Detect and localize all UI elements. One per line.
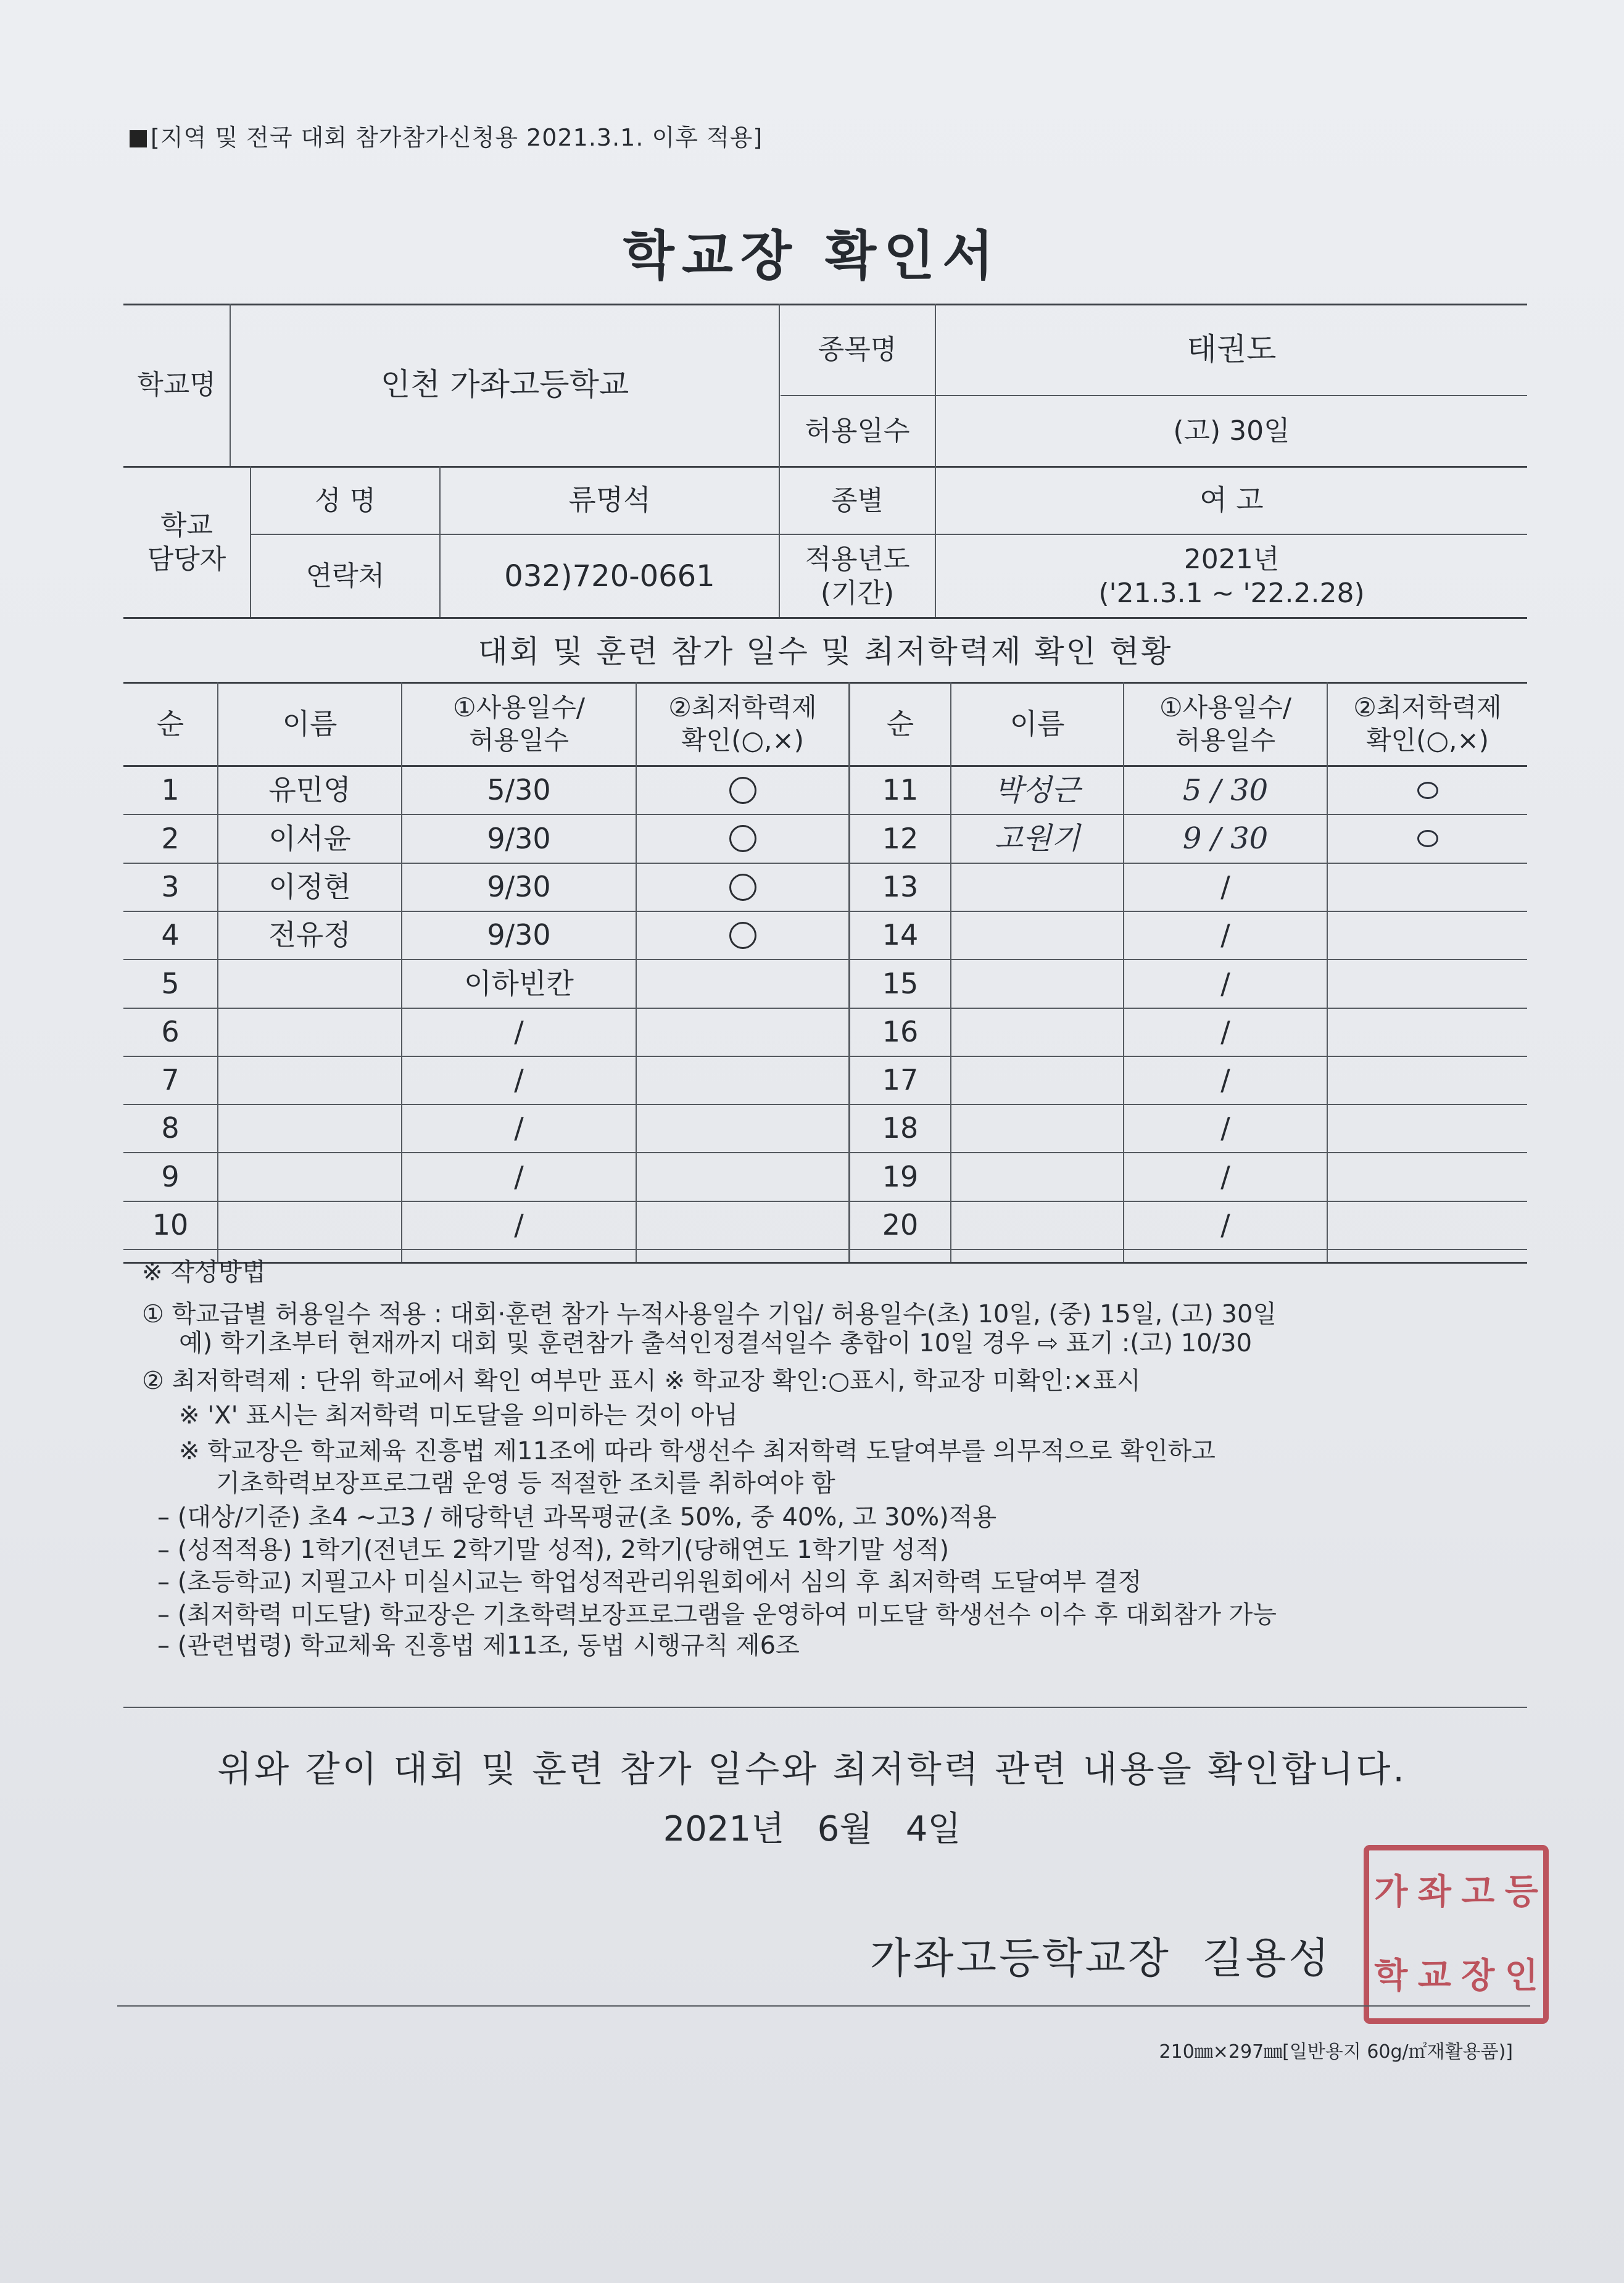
table-row-number: 6 xyxy=(161,1014,180,1048)
instruction-line: – (최저학력 미도달) 학교장은 기초학력보장프로그램을 운영하여 미도달 학생선수 이수 후 대회참가 가능 xyxy=(157,1601,1277,1629)
table-row-check xyxy=(637,959,848,1008)
gender-label: 종별 xyxy=(831,484,884,516)
manager-label: 학교 담당자 xyxy=(147,509,226,575)
circle-mark-icon xyxy=(1417,830,1438,847)
header-days-right: ①사용일수/ 허용일수 xyxy=(1159,692,1292,755)
seal-character: 장 xyxy=(1461,1956,1495,1996)
table-row-name xyxy=(951,1201,1123,1249)
table-row-name: 박성근 xyxy=(994,773,1080,808)
instruction-line: 예) 학기초부터 현재까지 대회 및 훈련참가 출석인정결석일수 총합이 10일 경우 ⇨ 표기 :(고) 10/30 xyxy=(179,1329,1253,1357)
table-row-number: 12 xyxy=(882,821,919,855)
header-no-right: 순 xyxy=(886,706,914,740)
seal-character: 고 xyxy=(1461,1872,1495,1912)
period-label: 적용년도 (기간) xyxy=(805,543,910,609)
table-row-check xyxy=(1328,814,1527,863)
table-row-number: 16 xyxy=(882,1014,919,1048)
sport-value: 태권도 xyxy=(1187,331,1277,367)
table-row-check xyxy=(637,814,848,863)
table-row-check xyxy=(637,1056,848,1104)
header-check-left: ②최저학력제 확인(○,×) xyxy=(668,692,817,755)
table-row-check xyxy=(1328,1153,1527,1201)
instruction-line: ① 학교급별 허용일수 적용 : 대회·훈련 참가 누적사용일수 기입/ 허용일수(초) 10일, (중) 15일, (고) 30일 xyxy=(142,1300,1277,1328)
table-row-number: 2 xyxy=(161,821,180,855)
table-row-name: 이서윤 xyxy=(268,821,351,855)
table-row-check xyxy=(1328,863,1527,911)
table-row-days: / xyxy=(514,1014,524,1048)
circle-mark-icon xyxy=(729,874,756,901)
period-value: 2021년 ('21.3.1 ~ '22.2.28) xyxy=(1098,543,1365,609)
table-row-days: 9/30 xyxy=(487,869,551,903)
table-row-days: / xyxy=(1220,1014,1230,1048)
table-row-days: / xyxy=(514,1063,524,1097)
instruction-line: – (초등학교) 지필고사 미실시교는 학업성적관리위원회에서 심의 후 최저학력 도달여부 결정 xyxy=(157,1568,1142,1596)
allowed-days-label: 허용일수 xyxy=(805,415,910,447)
table-row-check xyxy=(637,766,848,814)
table-row-number: 9 xyxy=(161,1159,180,1193)
document-title: 학교장 확인서 xyxy=(623,225,1001,287)
gender-value: 여 고 xyxy=(1199,483,1264,517)
circle-mark-icon xyxy=(729,777,756,804)
table-row-days: 9/30 xyxy=(487,821,551,855)
table-row-number: 1 xyxy=(161,773,180,807)
table-row-number: 4 xyxy=(161,918,180,952)
table-row-number: 7 xyxy=(161,1063,180,1097)
table-row-name: 이정현 xyxy=(268,869,351,903)
table-row-check xyxy=(1328,1104,1527,1153)
contact-label: 연락처 xyxy=(305,560,385,592)
table-row-name xyxy=(218,1201,401,1249)
table-row-number: 8 xyxy=(161,1111,180,1145)
table-row-name xyxy=(951,1153,1123,1201)
table-row-name xyxy=(218,1008,401,1056)
table-row-number: 3 xyxy=(161,869,180,903)
principal-signature: 가좌고등학교장 길용성 xyxy=(870,1934,1332,1983)
table-row-days: / xyxy=(1220,966,1230,1000)
instruction-line: ※ 학교장은 학교체육 진흥법 제11조에 따라 학생선수 최저학력 도달여부를 의무적으로 확인하고 xyxy=(179,1437,1216,1465)
allowed-days-value: (고) 30일 xyxy=(1173,415,1290,447)
table-row-name xyxy=(951,911,1123,959)
table-row-check xyxy=(1328,1056,1527,1104)
seal-character: 가 xyxy=(1374,1872,1408,1912)
table-row-check xyxy=(637,1153,848,1201)
header-name-left: 이름 xyxy=(282,706,338,740)
table-row-name xyxy=(951,863,1123,911)
table-row-days: 5 / 30 xyxy=(1182,773,1269,808)
school-name-value: 인천 가좌고등학교 xyxy=(380,367,629,403)
table-row-check xyxy=(1328,959,1527,1008)
table-row-days: 이하빈칸 xyxy=(464,966,574,1000)
table-row-days: / xyxy=(514,1159,524,1193)
table-row-check xyxy=(1328,911,1527,959)
table-row-days: 9 / 30 xyxy=(1182,821,1269,856)
seal-character: 좌 xyxy=(1417,1872,1451,1912)
header-note: [지역 및 전국 대회 참가참가신청용 2021.3.1. 이후 적용] xyxy=(130,118,763,152)
table-row-days: / xyxy=(514,1208,524,1242)
instruction-line: – (관련법령) 학교체육 진흥법 제11조, 동법 시행규칙 제6조 xyxy=(157,1631,800,1660)
table-row-name xyxy=(951,1104,1123,1153)
table-row-name xyxy=(218,1153,401,1201)
table-row-name xyxy=(218,1104,401,1153)
table-row-number: 18 xyxy=(882,1111,919,1145)
table-row-days: / xyxy=(1220,869,1230,903)
table-row-check xyxy=(1328,1201,1527,1249)
seal-character: 교 xyxy=(1417,1956,1451,1996)
table-row-name xyxy=(218,959,401,1008)
header-check-right: ②최저학력제 확인(○,×) xyxy=(1353,692,1502,755)
seal-character: 등 xyxy=(1504,1872,1538,1912)
table-row-check xyxy=(1328,766,1527,814)
header-days-left: ①사용일수/ 허용일수 xyxy=(452,692,586,755)
header-name-right: 이름 xyxy=(1009,706,1065,740)
manager-name-label: 성 명 xyxy=(315,484,376,516)
table-row-days: / xyxy=(1220,1208,1230,1242)
confirmation-text: 위와 같이 대회 및 훈련 참가 일수와 최저학력 관련 내용을 확인합니다. xyxy=(217,1748,1407,1790)
table-row-check xyxy=(637,863,848,911)
table-row-days: / xyxy=(1220,918,1230,952)
circle-mark-icon xyxy=(729,825,756,852)
table-row-check xyxy=(637,1104,848,1153)
instruction-line: ② 최저학력제 : 단위 학교에서 확인 여부만 표시 ※ 학교장 확인:○표시, 학교장 미확인:×표시 xyxy=(142,1367,1141,1395)
instruction-line: 기초학력보장프로그램 운영 등 적절한 조치를 취하여야 함 xyxy=(216,1469,835,1498)
table-row-days: / xyxy=(1220,1111,1230,1145)
table-row-number: 13 xyxy=(882,869,919,903)
official-seal xyxy=(1364,1845,1549,2024)
contact-value: 032)720-0661 xyxy=(504,558,715,594)
table-row-number: 17 xyxy=(882,1063,919,1097)
table-row-days: / xyxy=(1220,1159,1230,1193)
table-row-check xyxy=(1328,1008,1527,1056)
table-row-days: 9/30 xyxy=(487,918,551,952)
table-row-number: 14 xyxy=(882,918,919,952)
table-row-check xyxy=(637,1201,848,1249)
table-row-name xyxy=(218,1056,401,1104)
instruction-line: – (성적적용) 1학기(전년도 2학기말 성적), 2학기(당해연도 1학기말 성적) xyxy=(157,1536,950,1564)
table-row-name: 유민영 xyxy=(268,773,351,807)
table-row-number: 5 xyxy=(161,966,180,1000)
table-row-check xyxy=(637,911,848,959)
instruction-line: – (대상/기준) 초4 ~고3 / 해당학년 과목평균(초 50%, 중 40%, 고 30%)적용 xyxy=(157,1503,996,1531)
table-row-days: 5/30 xyxy=(487,773,551,807)
paper-spec-note: 210㎜×297㎜[일반용지 60g/㎡재활용품)] xyxy=(1159,2041,1513,2063)
table-row-days: / xyxy=(514,1111,524,1145)
issue-date: 2021년 6월 4일 xyxy=(663,1809,961,1849)
seal-character: 인 xyxy=(1504,1956,1538,1996)
sport-label: 종목명 xyxy=(818,333,897,365)
table-row-name xyxy=(951,1008,1123,1056)
square-bullet-icon xyxy=(130,130,147,147)
table-row-name xyxy=(951,1056,1123,1104)
manager-name-value: 류명석 xyxy=(568,483,651,517)
table-row-number: 11 xyxy=(882,773,919,807)
table-row-name: 고원기 xyxy=(994,821,1080,856)
table-row-number: 15 xyxy=(882,966,919,1000)
circle-mark-icon xyxy=(1417,782,1438,799)
school-name-label: 학교명 xyxy=(137,369,216,400)
table-row-name xyxy=(951,959,1123,1008)
table-row-days: / xyxy=(1220,1063,1230,1097)
circle-mark-icon xyxy=(729,922,756,949)
seal-character: 학 xyxy=(1374,1956,1408,1996)
status-table-title: 대회 및 훈련 참가 일수 및 최저학력제 확인 현황 xyxy=(478,633,1173,669)
table-row-number: 10 xyxy=(152,1208,189,1242)
header-no-left: 순 xyxy=(156,706,184,740)
table-row-number: 20 xyxy=(882,1208,919,1242)
table-row-check xyxy=(637,1008,848,1056)
table-row-number: 19 xyxy=(882,1159,919,1193)
instruction-line: ※ 작성방법 xyxy=(142,1258,266,1287)
table-row-name: 전유정 xyxy=(268,918,351,952)
instruction-line: ※ 'X' 표시는 최저학력 미도달을 의미하는 것이 아님 xyxy=(179,1401,739,1430)
